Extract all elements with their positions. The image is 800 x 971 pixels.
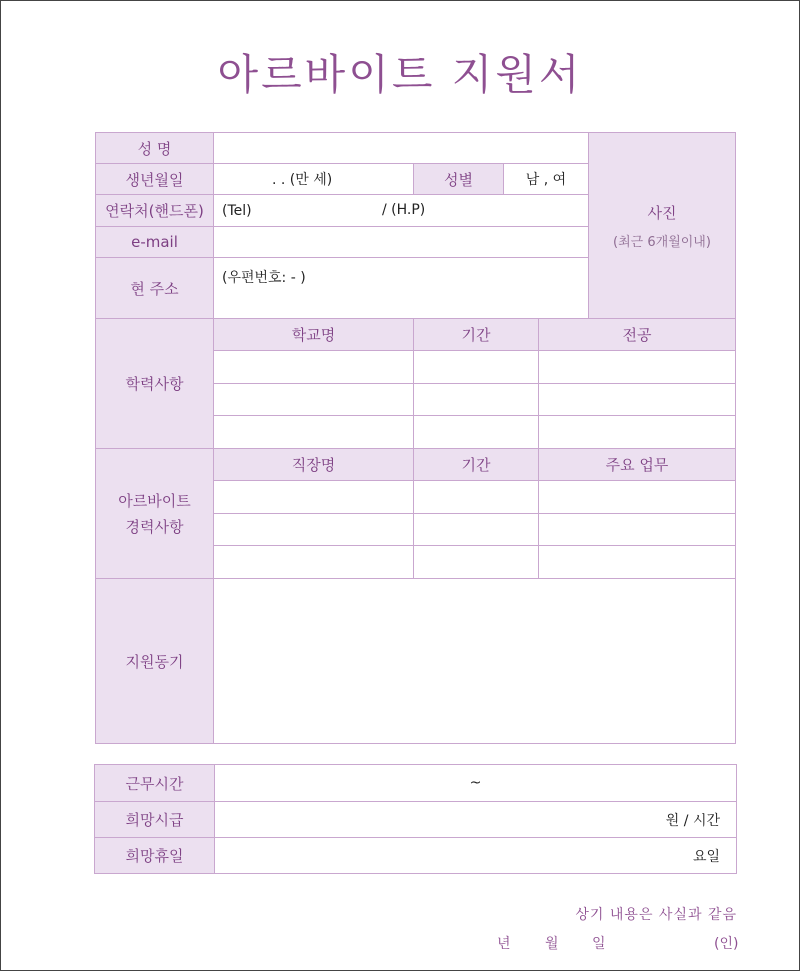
- career-duties-cell[interactable]: [539, 514, 736, 546]
- photo-hint: (최근 6개월이내): [613, 234, 711, 250]
- dob-label: 생년월일: [96, 164, 214, 195]
- work-hours-value: ~: [469, 775, 482, 791]
- career-workplace-cell[interactable]: [214, 514, 414, 546]
- confirmation-statement: 상기 내용은 사실과 같음: [575, 907, 737, 923]
- work-hours-field[interactable]: [215, 765, 737, 802]
- career-header-workplace: 직장명: [214, 449, 414, 481]
- day-off-field[interactable]: [215, 838, 737, 874]
- education-label: 학력사항: [96, 319, 214, 449]
- day-off-value: 요일: [692, 848, 720, 865]
- photo-label: 사진: [647, 203, 677, 222]
- career-duties-cell[interactable]: [539, 481, 736, 514]
- education-school-cell[interactable]: [214, 416, 414, 449]
- signature-seal[interactable]: (인): [714, 936, 739, 952]
- career-workplace-cell[interactable]: [214, 546, 414, 579]
- career-duties-cell[interactable]: [539, 546, 736, 579]
- education-period-cell[interactable]: [414, 416, 539, 449]
- career-label: [96, 449, 214, 579]
- motivation-label: 지원동기: [96, 579, 214, 744]
- hourly-wage-value: 원 / 시간: [665, 812, 720, 829]
- address-label: 현 주소: [96, 258, 214, 319]
- hourly-wage-label: 희망시급: [95, 802, 215, 838]
- career-label-line2: 경력사항: [125, 517, 184, 536]
- career-period-cell[interactable]: [414, 514, 539, 546]
- signature-day: 일: [592, 936, 606, 952]
- contact-tel: (Tel): [222, 202, 252, 219]
- address-value: (우편번호: - ): [222, 270, 306, 286]
- name-field[interactable]: [214, 133, 589, 164]
- contact-label: 연락처(핸드폰): [96, 195, 214, 227]
- day-off-label: 희망휴일: [95, 838, 215, 874]
- education-major-cell[interactable]: [539, 384, 736, 416]
- signature-year: 년: [497, 936, 511, 952]
- contact-hp: / (H.P): [382, 202, 426, 218]
- dob-value: . . (만 세): [272, 172, 333, 188]
- form-title: 아르바이트 지원서: [217, 50, 583, 99]
- education-school-cell[interactable]: [214, 384, 414, 416]
- education-school-cell[interactable]: [214, 351, 414, 384]
- education-period-cell[interactable]: [414, 384, 539, 416]
- education-header-school: 학교명: [214, 319, 414, 351]
- email-label: e-mail: [96, 227, 214, 258]
- signature-month: 월: [545, 936, 559, 952]
- applicant-info-table: [95, 132, 736, 744]
- education-header-major: 전공: [539, 319, 736, 351]
- career-header-period: 기간: [414, 449, 539, 481]
- motivation-field[interactable]: [214, 579, 736, 744]
- photo-box[interactable]: [589, 133, 736, 319]
- career-label-line1: 아르바이트: [118, 491, 191, 510]
- name-label: 성 명: [96, 133, 214, 164]
- dob-field[interactable]: [214, 164, 414, 195]
- gender-field[interactable]: [504, 164, 589, 195]
- hourly-wage-field[interactable]: [215, 802, 737, 838]
- career-header-duties: 주요 업무: [539, 449, 736, 481]
- education-major-cell[interactable]: [539, 416, 736, 449]
- gender-label: 성별: [414, 164, 504, 195]
- work-hours-label: 근무시간: [95, 765, 215, 802]
- career-workplace-cell[interactable]: [214, 481, 414, 514]
- education-period-cell[interactable]: [414, 351, 539, 384]
- career-period-cell[interactable]: [414, 481, 539, 514]
- career-period-cell[interactable]: [414, 546, 539, 579]
- gender-value: 남 , 여: [525, 172, 567, 188]
- work-conditions-table: [94, 764, 737, 874]
- contact-field[interactable]: [214, 195, 589, 227]
- education-header-period: 기간: [414, 319, 539, 351]
- address-field[interactable]: [214, 258, 589, 319]
- education-major-cell[interactable]: [539, 351, 736, 384]
- email-field[interactable]: [214, 227, 589, 258]
